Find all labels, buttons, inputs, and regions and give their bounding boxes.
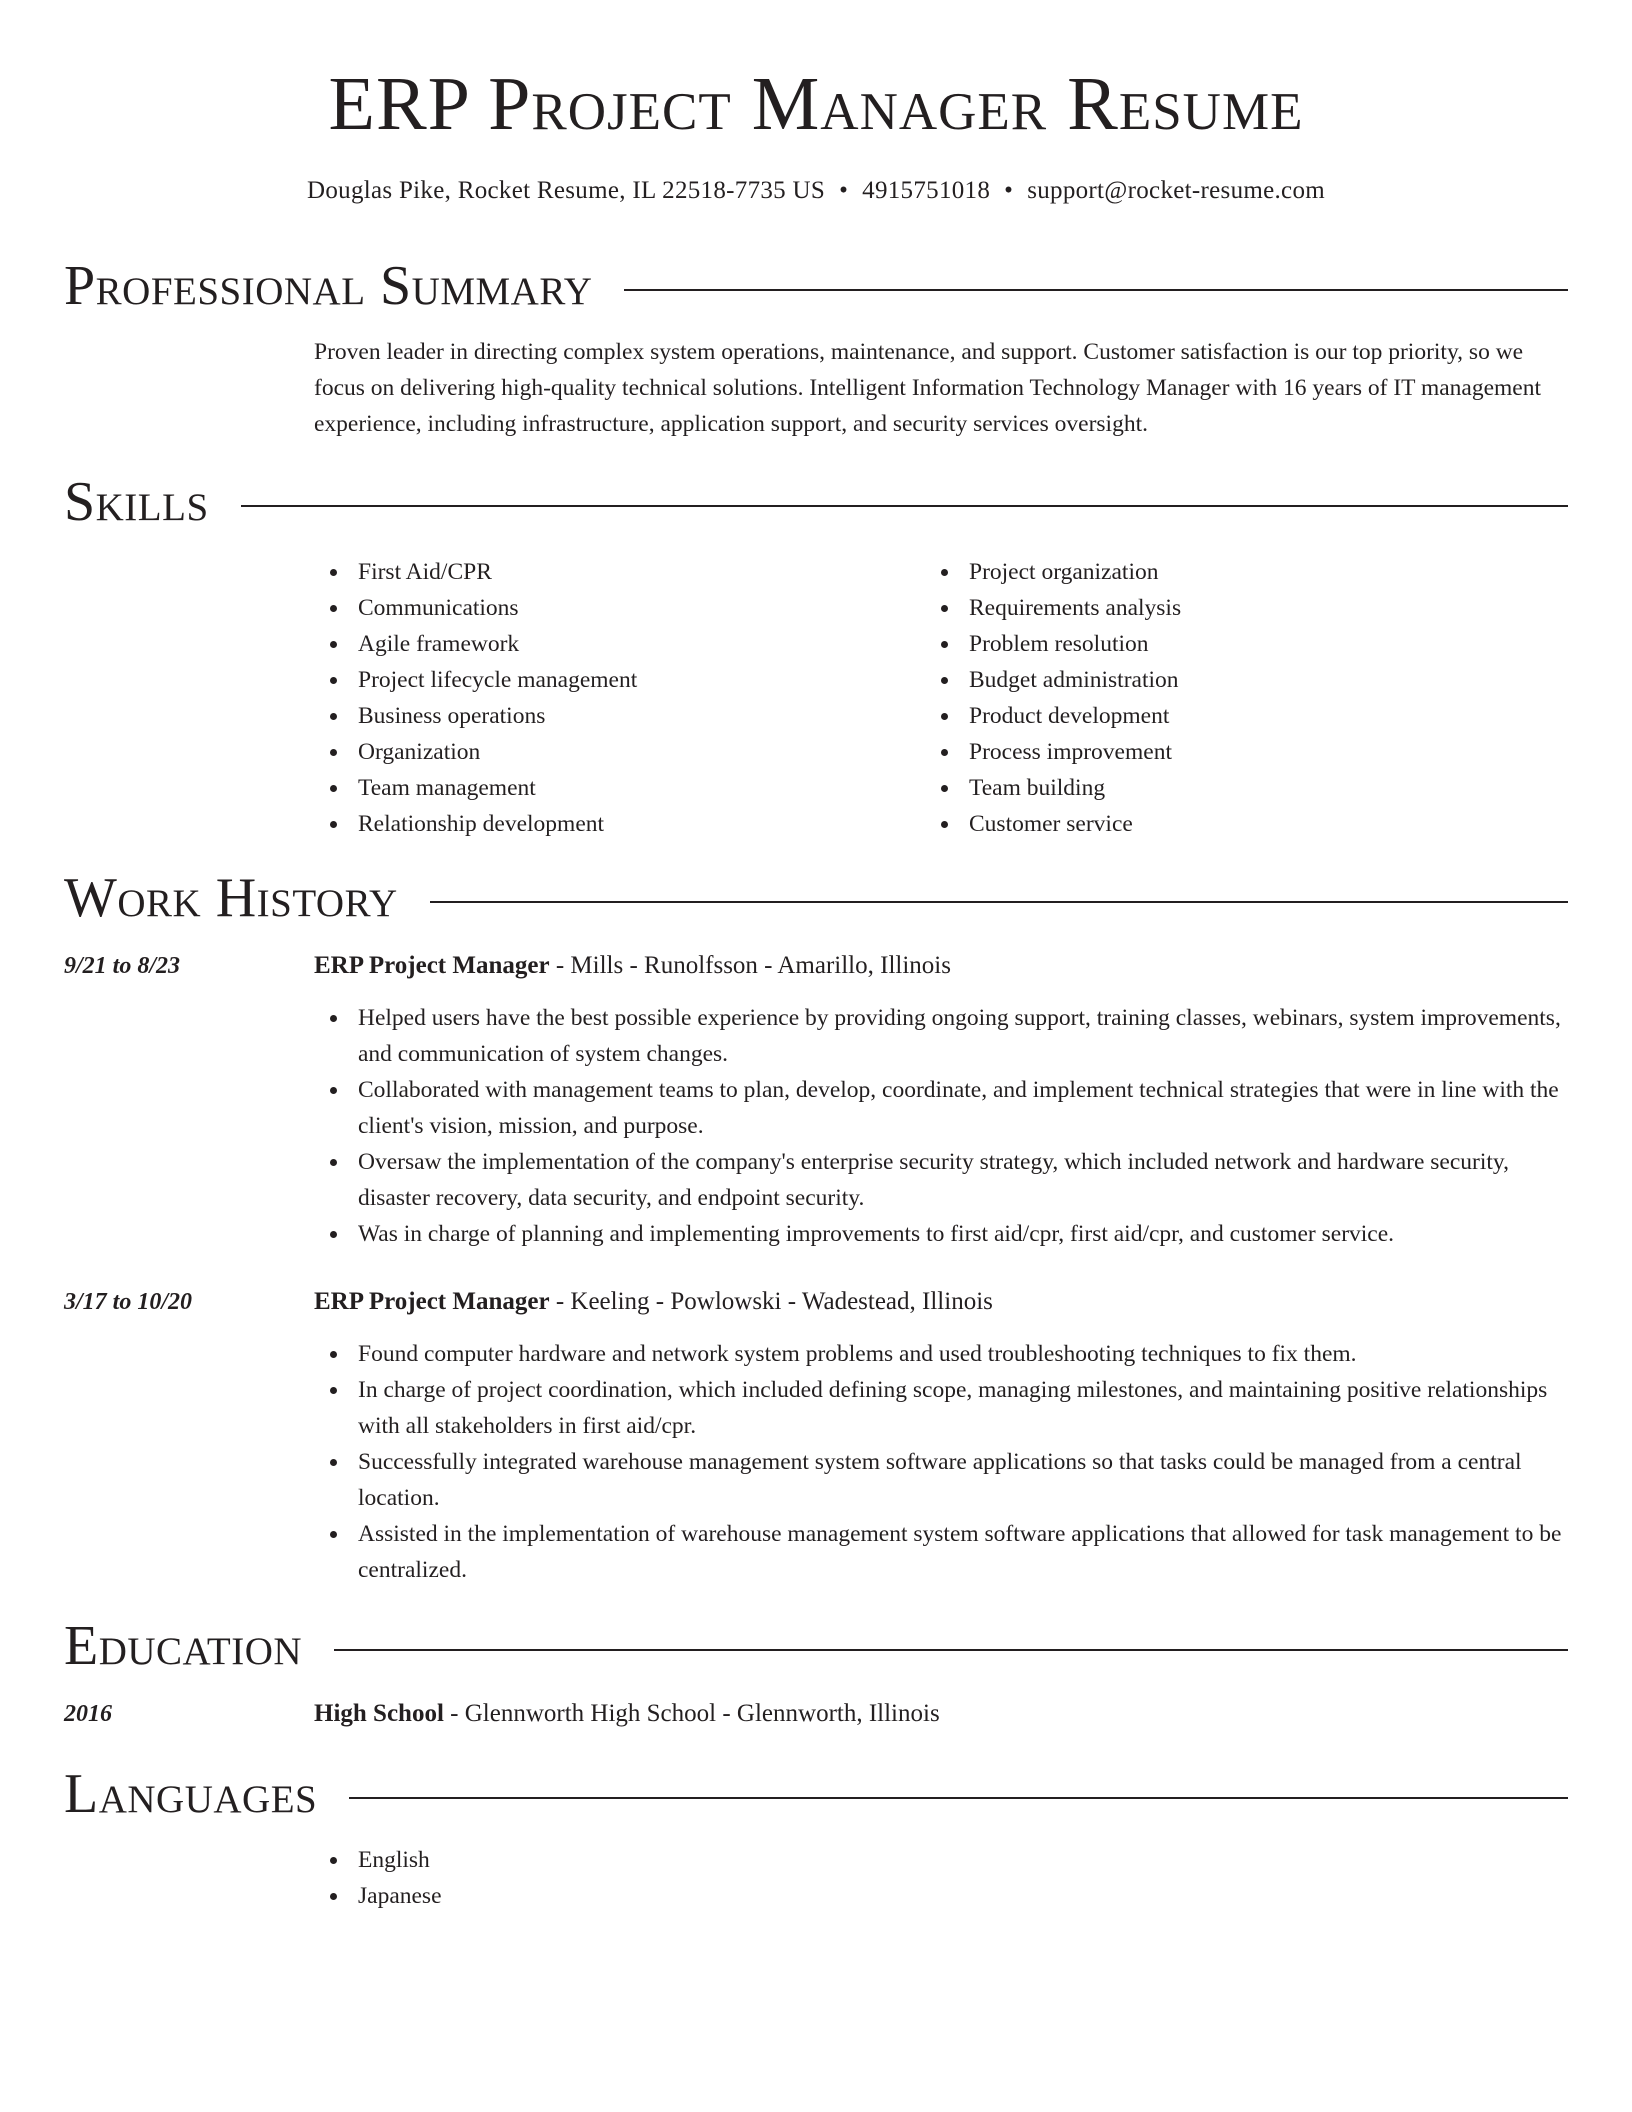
job-bullets (314, 1000, 1570, 1252)
section-title: Languages (64, 1763, 318, 1825)
skill-item: Project organization (925, 554, 1485, 590)
skill-item: Team management (314, 770, 874, 806)
education-degree: High School (314, 1700, 444, 1727)
summary-text: Proven leader in directing complex system operations, maintenance, and support. Customer satisfaction is our top priority, so we focus on delivering high-quality technical solutions. Intelligent Information Technology Manager with 16 years of IT management experience, including infrastructure, application support, and security services oversight. (314, 339, 1542, 437)
skills-column-right (925, 554, 1485, 842)
education-year: 2016 (64, 1701, 112, 1727)
resume-title: ERP Project Manager Resume (328, 62, 1304, 146)
job-bullet: Oversaw the implementation of the company's enterprise security strategy, which included network and hardware security, disaster recovery, data security, and endpoint security. (314, 1144, 1570, 1216)
section-heading-summary (64, 254, 1568, 318)
job-bullet: Assisted in the implementation of warehouse management system software applications that allowed for task management to be centralized. (314, 1516, 1570, 1588)
job-employer: - Mills - Runolfsson - Amarillo, Illinois (549, 952, 951, 979)
skill-item: Budget administration (925, 662, 1485, 698)
skill-item: Customer service (925, 806, 1485, 842)
section-heading-education (64, 1614, 1568, 1678)
section-divider (241, 505, 1568, 507)
skill-item: Business operations (314, 698, 874, 734)
skill-item: First Aid/CPR (314, 554, 874, 590)
job-bullet: In charge of project coordination, which included defining scope, managing milestones, and maintaining positive relationships with all stakeholders in first aid/cpr. (314, 1372, 1570, 1444)
job-bullet: Found computer hardware and network system problems and used troubleshooting techniques to fix them. (314, 1336, 1570, 1372)
contact-separator: • (839, 177, 849, 204)
skill-item: Team building (925, 770, 1485, 806)
language-item: Japanese (314, 1878, 1570, 1914)
skills-column-left (314, 554, 874, 842)
section-heading-work-history (64, 866, 1568, 930)
section-divider (624, 289, 1568, 291)
job-title: ERP Project Manager (314, 952, 550, 979)
job-dates: 9/21 to 8/23 (64, 953, 181, 979)
job-employer: - Keeling - Powlowski - Wadestead, Illinois (549, 1288, 993, 1315)
skill-item: Communications (314, 590, 874, 626)
section-heading-languages (64, 1762, 1568, 1826)
language-item: English (314, 1842, 1570, 1878)
contact-separator: • (1004, 177, 1014, 204)
section-divider (334, 1649, 1568, 1651)
education-line (314, 1696, 1570, 1732)
skill-item: Organization (314, 734, 874, 770)
skill-item: Agile framework (314, 626, 874, 662)
section-title: Skills (64, 471, 209, 533)
section-heading-skills (64, 470, 1568, 534)
section-title: Work History (64, 867, 398, 929)
languages-list (314, 1842, 1570, 1914)
job-bullet: Successfully integrated warehouse management system software applications so that tasks could be managed from a central location. (314, 1444, 1570, 1516)
skill-item: Relationship development (314, 806, 874, 842)
contact-email[interactable]: support@rocket-resume.com (1027, 177, 1325, 204)
contact-phone: 4915751018 (862, 177, 991, 204)
job-bullet: Helped users have the best possible experience by providing ongoing support, training classes, webinars, system improvements, and communication of system changes. (314, 1000, 1570, 1072)
section-title: Professional Summary (64, 255, 593, 317)
skill-item: Project lifecycle management (314, 662, 874, 698)
section-divider (430, 901, 1568, 903)
job-bullet: Collaborated with management teams to plan, develop, coordinate, and implement technical strategies that were in line with the client's vision, mission, and purpose. (314, 1072, 1570, 1144)
job-bullet: Was in charge of planning and implementing improvements to first aid/cpr, first aid/cpr, and customer service. (314, 1216, 1570, 1252)
job-dates: 3/17 to 10/20 (64, 1289, 193, 1315)
education-school: - Glennworth High School - Glennworth, Illinois (443, 1700, 940, 1727)
skill-item: Process improvement (925, 734, 1485, 770)
skill-item: Requirements analysis (925, 590, 1485, 626)
job-role-line (314, 948, 1570, 984)
job-role-line (314, 1284, 1570, 1320)
job-bullets (314, 1336, 1570, 1588)
contact-line (0, 174, 1632, 208)
job-title: ERP Project Manager (314, 1288, 550, 1315)
section-title: Education (64, 1615, 303, 1677)
section-divider (349, 1797, 1568, 1799)
skill-item: Problem resolution (925, 626, 1485, 662)
contact-address: Douglas Pike, Rocket Resume, IL 22518-7735 US (307, 177, 826, 204)
skill-item: Product development (925, 698, 1485, 734)
